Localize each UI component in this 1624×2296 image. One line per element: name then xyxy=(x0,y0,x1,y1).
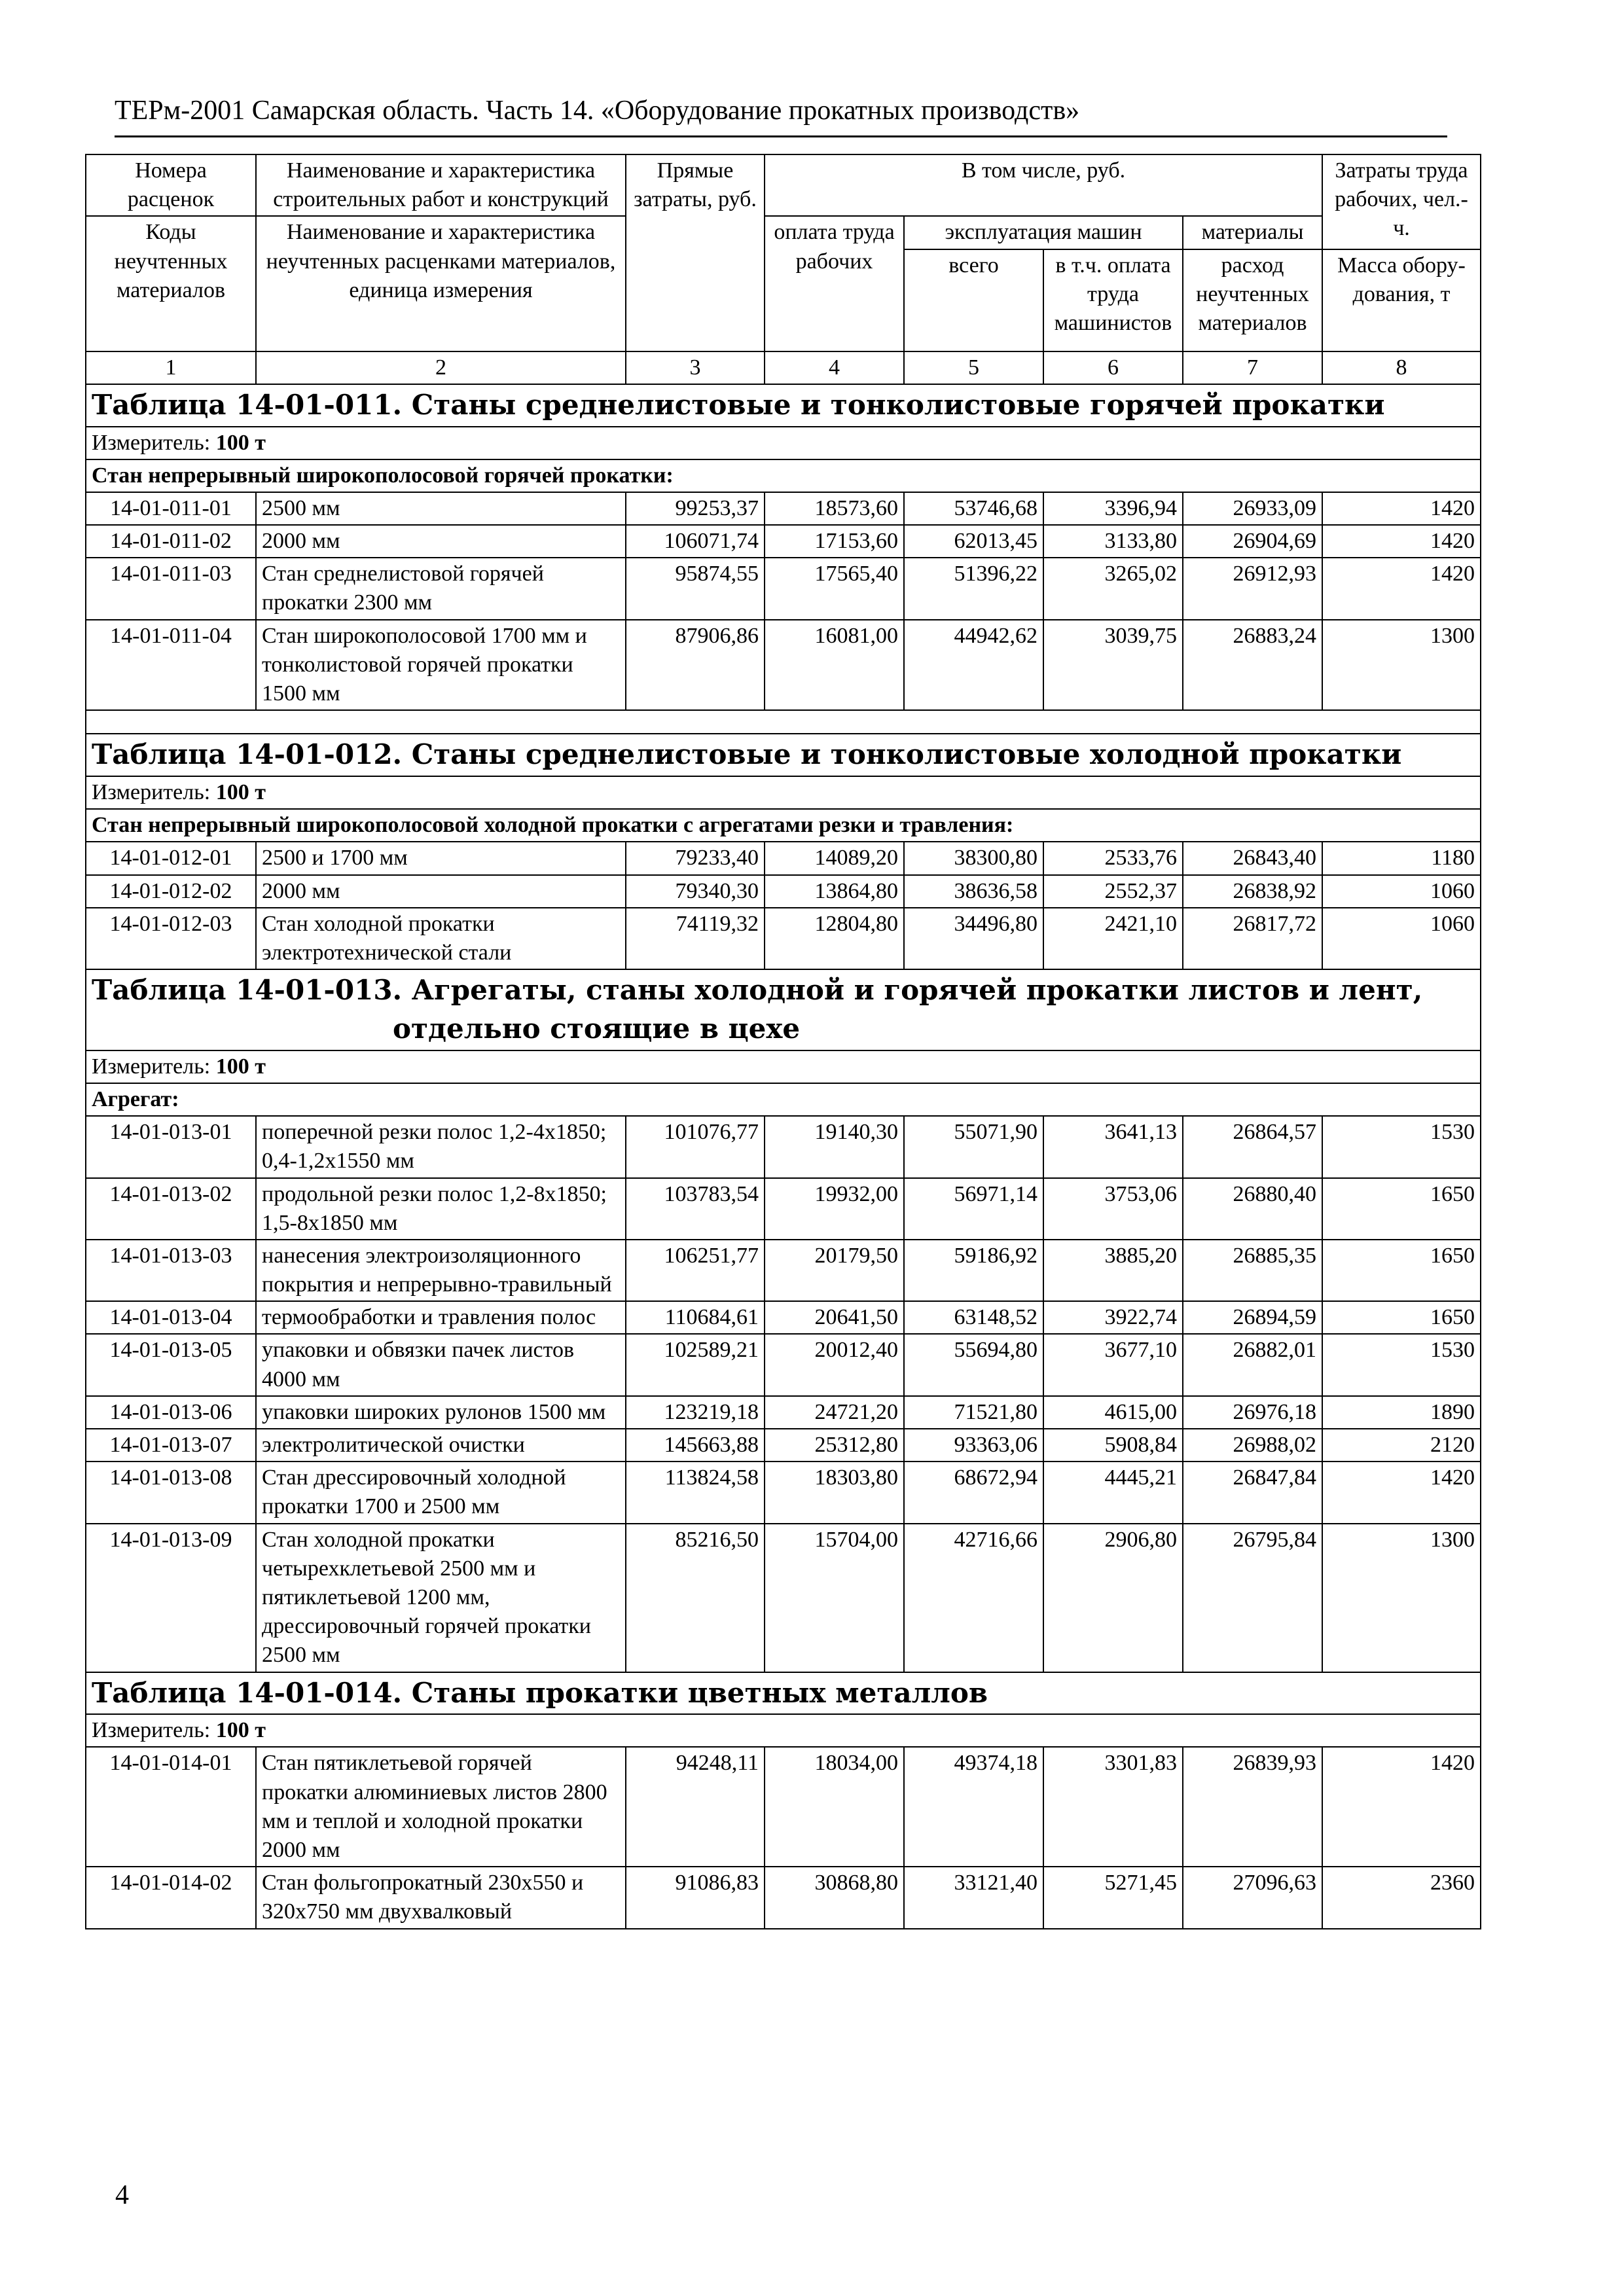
table-row xyxy=(86,1462,1481,1523)
machinist-labor-cost: 3265,02 xyxy=(1043,558,1183,619)
including-header: В том числе, руб. xyxy=(765,154,1322,216)
measure-value: 100 т xyxy=(215,780,266,805)
machine-cost: 44942,62 xyxy=(904,620,1043,711)
rate-name: 2500 мм xyxy=(256,492,626,525)
rate-code: 14-01-013-07 xyxy=(86,1429,256,1462)
labor-cost: 17565,40 xyxy=(765,558,904,619)
materials-cost: 26839,93 xyxy=(1183,1747,1322,1867)
rate-code: 14-01-011-02 xyxy=(86,525,256,558)
table-title: Таблица 14-01-013. Агрегаты, станы холодной и горячей прокатки листов и лент, xyxy=(92,974,1423,1007)
materials-cost: 26912,93 xyxy=(1183,558,1322,619)
rate-name: продольной резки полос 1,2-8х1850; 1,5-8х1850 мм xyxy=(256,1178,626,1240)
rate-code: 14-01-013-05 xyxy=(86,1334,256,1395)
materials-cost: 26882,01 xyxy=(1183,1334,1322,1395)
rate-name: нанесения электроизоляционного покрытия и непрерывно-травильный xyxy=(256,1240,626,1301)
materials-header: материалы xyxy=(1183,216,1322,249)
labor-hours: 1650 xyxy=(1322,1240,1481,1301)
column-number: 8 xyxy=(1322,351,1481,384)
group-label: Стан непрерывный широкополосовой горячей прокатки: xyxy=(86,459,1481,492)
machinist-labor-cost: 5908,84 xyxy=(1043,1429,1183,1462)
direct-cost: 99253,37 xyxy=(626,492,765,525)
column-number-row xyxy=(86,351,1481,384)
column-number: 6 xyxy=(1043,351,1183,384)
labor-cost: 20641,50 xyxy=(765,1301,904,1334)
header-row-2 xyxy=(86,216,1481,249)
rate-code: 14-01-013-06 xyxy=(86,1396,256,1429)
direct-cost: 110684,61 xyxy=(626,1301,765,1334)
direct-cost: 91086,83 xyxy=(626,1867,765,1928)
materials-cost: 26880,40 xyxy=(1183,1178,1322,1240)
materials-cost: 26988,02 xyxy=(1183,1429,1322,1462)
rate-name: Стан среднелистовой горячей прокатки 2300 мм xyxy=(256,558,626,619)
col8-header-top: Затраты труда рабочих, чел.-ч. xyxy=(1322,154,1481,249)
labor-cost: 12804,80 xyxy=(765,908,904,969)
direct-cost: 79233,40 xyxy=(626,842,765,874)
col2-header-bottom: Наименование и характеристика неучтенных расценками материалов, единица измерения xyxy=(256,216,626,351)
materials-cost: 26864,57 xyxy=(1183,1116,1322,1177)
rate-name: 2000 мм xyxy=(256,525,626,558)
table-title: Таблица 14-01-011. Станы среднелистовые и тонколистовые горячей прокатки xyxy=(92,388,1385,421)
table-title-cell xyxy=(86,384,1481,427)
col5-header: всего xyxy=(904,249,1043,351)
machine-cost: 38300,80 xyxy=(904,842,1043,874)
rate-code: 14-01-014-01 xyxy=(86,1747,256,1867)
machinist-labor-cost: 2906,80 xyxy=(1043,1524,1183,1672)
table-row xyxy=(86,1747,1481,1867)
table-title-cell xyxy=(86,734,1481,776)
materials-cost: 26838,92 xyxy=(1183,875,1322,908)
labor-hours: 1420 xyxy=(1322,558,1481,619)
column-number: 7 xyxy=(1183,351,1322,384)
rate-code: 14-01-011-01 xyxy=(86,492,256,525)
table-row xyxy=(86,525,1481,558)
column-number: 2 xyxy=(256,351,626,384)
labor-cost: 19140,30 xyxy=(765,1116,904,1177)
measure-cell xyxy=(86,427,1481,459)
table-row xyxy=(86,1178,1481,1240)
header-row-1 xyxy=(86,154,1481,216)
machine-cost: 62013,45 xyxy=(904,525,1043,558)
measure-row xyxy=(86,776,1481,809)
materials-cost: 26976,18 xyxy=(1183,1396,1322,1429)
rate-code: 14-01-012-03 xyxy=(86,908,256,969)
column-number: 1 xyxy=(86,351,256,384)
rate-name: Стан дрессировочный холодной прокатки 1700 и 2500 мм xyxy=(256,1462,626,1523)
labor-cost: 25312,80 xyxy=(765,1429,904,1462)
machines-header: эксплуатация машин xyxy=(904,216,1183,249)
rate-code: 14-01-013-09 xyxy=(86,1524,256,1672)
page-number: 4 xyxy=(115,2180,129,2210)
rate-name: поперечной резки полос 1,2-4х1850; 0,4-1,2х1550 мм xyxy=(256,1116,626,1177)
direct-cost: 106251,77 xyxy=(626,1240,765,1301)
measure-row xyxy=(86,1050,1481,1083)
machinist-labor-cost: 3039,75 xyxy=(1043,620,1183,711)
rate-code: 14-01-013-03 xyxy=(86,1240,256,1301)
measure-label: Измеритель: xyxy=(92,1054,211,1079)
machine-cost: 71521,80 xyxy=(904,1396,1043,1429)
machinist-labor-cost: 4615,00 xyxy=(1043,1396,1183,1429)
gap-cell xyxy=(86,710,1481,734)
machinist-labor-cost: 2552,37 xyxy=(1043,875,1183,908)
direct-cost: 94248,11 xyxy=(626,1747,765,1867)
direct-cost: 113824,58 xyxy=(626,1462,765,1523)
labor-hours: 1300 xyxy=(1322,1524,1481,1672)
rate-code: 14-01-011-03 xyxy=(86,558,256,619)
materials-cost: 26883,24 xyxy=(1183,620,1322,711)
direct-cost: 101076,77 xyxy=(626,1116,765,1177)
column-number: 4 xyxy=(765,351,904,384)
table-row xyxy=(86,875,1481,908)
labor-cost: 24721,20 xyxy=(765,1396,904,1429)
machine-cost: 51396,22 xyxy=(904,558,1043,619)
table-row xyxy=(86,1396,1481,1429)
machine-cost: 63148,52 xyxy=(904,1301,1043,1334)
labor-hours: 1890 xyxy=(1322,1396,1481,1429)
direct-cost: 123219,18 xyxy=(626,1396,765,1429)
labor-hours: 1650 xyxy=(1322,1301,1481,1334)
measure-row xyxy=(86,1714,1481,1747)
machine-cost: 53746,68 xyxy=(904,492,1043,525)
labor-hours: 1420 xyxy=(1322,1462,1481,1523)
measure-label: Измеритель: xyxy=(92,430,211,455)
labor-cost: 30868,80 xyxy=(765,1867,904,1928)
measure-cell xyxy=(86,1050,1481,1083)
group-row xyxy=(86,459,1481,492)
materials-cost: 26843,40 xyxy=(1183,842,1322,874)
group-row xyxy=(86,809,1481,842)
labor-hours: 2360 xyxy=(1322,1867,1481,1928)
rate-code: 14-01-013-01 xyxy=(86,1116,256,1177)
labor-cost: 19932,00 xyxy=(765,1178,904,1240)
labor-cost: 17153,60 xyxy=(765,525,904,558)
labor-hours: 1060 xyxy=(1322,875,1481,908)
materials-cost: 27096,63 xyxy=(1183,1867,1322,1928)
rate-code: 14-01-011-04 xyxy=(86,620,256,711)
labor-hours: 1180 xyxy=(1322,842,1481,874)
column-number: 5 xyxy=(904,351,1043,384)
direct-cost: 79340,30 xyxy=(626,875,765,908)
table-row xyxy=(86,1240,1481,1301)
table-row xyxy=(86,558,1481,619)
column-number: 3 xyxy=(626,351,765,384)
table-row xyxy=(86,1867,1481,1928)
labor-hours: 1300 xyxy=(1322,620,1481,711)
labor-cost: 13864,80 xyxy=(765,875,904,908)
price-table xyxy=(85,154,1481,1929)
direct-cost: 85216,50 xyxy=(626,1524,765,1672)
table-title-row xyxy=(86,1672,1481,1715)
table-row xyxy=(86,842,1481,874)
rate-code: 14-01-012-02 xyxy=(86,875,256,908)
labor-cost: 15704,00 xyxy=(765,1524,904,1672)
measure-cell xyxy=(86,1714,1481,1747)
machinist-labor-cost: 3753,06 xyxy=(1043,1178,1183,1240)
machine-cost: 93363,06 xyxy=(904,1429,1043,1462)
rate-name: 2000 мм xyxy=(256,875,626,908)
direct-cost: 106071,74 xyxy=(626,525,765,558)
machine-cost: 59186,92 xyxy=(904,1240,1043,1301)
machine-cost: 55694,80 xyxy=(904,1334,1043,1395)
rate-name: Стан холодной прокатки четырехклетьевой 2500 мм и пятиклетьевой 1200 мм, дрессировочный горячей прокатки 2500 мм xyxy=(256,1524,626,1672)
labor-cost: 18034,00 xyxy=(765,1747,904,1867)
labor-cost: 14089,20 xyxy=(765,842,904,874)
materials-cost: 26847,84 xyxy=(1183,1462,1322,1523)
machinist-labor-cost: 3641,13 xyxy=(1043,1116,1183,1177)
materials-cost: 26894,59 xyxy=(1183,1301,1322,1334)
machine-cost: 38636,58 xyxy=(904,875,1043,908)
machinist-labor-cost: 2533,76 xyxy=(1043,842,1183,874)
machinist-labor-cost: 2421,10 xyxy=(1043,908,1183,969)
direct-cost: 103783,54 xyxy=(626,1178,765,1240)
table-title-continuation: отдельно стоящие в цехе xyxy=(393,1012,801,1045)
table-row xyxy=(86,908,1481,969)
measure-row xyxy=(86,427,1481,459)
labor-hours: 1420 xyxy=(1322,492,1481,525)
col2-header-top: Наименование и характеристика строительных работ и конструкций xyxy=(256,154,626,216)
direct-cost: 95874,55 xyxy=(626,558,765,619)
labor-cost: 16081,00 xyxy=(765,620,904,711)
measure-value: 100 т xyxy=(215,1054,266,1079)
labor-hours: 2120 xyxy=(1322,1429,1481,1462)
group-label: Агрегат: xyxy=(86,1083,1481,1116)
machinist-labor-cost: 3922,74 xyxy=(1043,1301,1183,1334)
rate-name: 2500 и 1700 мм xyxy=(256,842,626,874)
rate-name: термообработки и травления полос xyxy=(256,1301,626,1334)
table-title-row xyxy=(86,734,1481,776)
group-row xyxy=(86,1083,1481,1116)
group-label: Стан непрерывный широкополосовой холодной прокатки с агрегатами резки и травления: xyxy=(86,809,1481,842)
materials-cost: 26817,72 xyxy=(1183,908,1322,969)
rate-name: электролитической очистки xyxy=(256,1429,626,1462)
table-title: Таблица 14-01-012. Станы среднелистовые и тонколистовые холодной прокатки xyxy=(92,738,1402,771)
labor-cost: 18573,60 xyxy=(765,492,904,525)
machinist-labor-cost: 3677,10 xyxy=(1043,1334,1183,1395)
materials-cost: 26885,35 xyxy=(1183,1240,1322,1301)
measure-label: Измеритель: xyxy=(92,1718,211,1743)
rate-code: 14-01-012-01 xyxy=(86,842,256,874)
table-row xyxy=(86,1334,1481,1395)
machinist-labor-cost: 3396,94 xyxy=(1043,492,1183,525)
machinist-labor-cost: 3885,20 xyxy=(1043,1240,1183,1301)
table-row xyxy=(86,1116,1481,1177)
rate-name: Стан холодной прокатки электротехнической стали xyxy=(256,908,626,969)
labor-hours: 1060 xyxy=(1322,908,1481,969)
labor-hours: 1530 xyxy=(1322,1116,1481,1177)
machine-cost: 56971,14 xyxy=(904,1178,1043,1240)
measure-value: 100 т xyxy=(215,1718,266,1743)
table-title-cell xyxy=(86,1672,1481,1715)
labor-cost: 18303,80 xyxy=(765,1462,904,1523)
machine-cost: 68672,94 xyxy=(904,1462,1043,1523)
col1-header-top: Номера расценок xyxy=(86,154,256,216)
materials-cost: 26904,69 xyxy=(1183,525,1322,558)
col4-header: оплата труда рабочих xyxy=(765,216,904,351)
table-title-row xyxy=(86,384,1481,427)
machine-cost: 49374,18 xyxy=(904,1747,1043,1867)
col6-header: в т.ч. оплата труда машинистов xyxy=(1043,249,1183,351)
table-row xyxy=(86,492,1481,525)
table-row xyxy=(86,1524,1481,1672)
labor-hours: 1420 xyxy=(1322,525,1481,558)
rate-code: 14-01-014-02 xyxy=(86,1867,256,1928)
machine-cost: 55071,90 xyxy=(904,1116,1043,1177)
labor-cost: 20179,50 xyxy=(765,1240,904,1301)
col1-header-bottom: Коды неучтенных материалов xyxy=(86,216,256,351)
measure-label: Измеритель: xyxy=(92,780,211,805)
machine-cost: 33121,40 xyxy=(904,1867,1043,1928)
col8-header-bottom: Масса обору-дования, т xyxy=(1322,249,1481,351)
col3-header: Прямые затраты, руб. xyxy=(626,154,765,351)
running-header: ТЕРм-2001 Самарская область. Часть 14. «Оборудование прокатных производств» xyxy=(115,95,1447,137)
materials-cost: 26795,84 xyxy=(1183,1524,1322,1672)
machinist-labor-cost: 5271,45 xyxy=(1043,1867,1183,1928)
labor-hours: 1420 xyxy=(1322,1747,1481,1867)
materials-cost: 26933,09 xyxy=(1183,492,1322,525)
labor-hours: 1650 xyxy=(1322,1178,1481,1240)
col7-header: расход неучтенных материалов xyxy=(1183,249,1322,351)
measure-value: 100 т xyxy=(215,430,266,455)
table-gap xyxy=(86,710,1481,734)
rate-code: 14-01-013-02 xyxy=(86,1178,256,1240)
table-title-row xyxy=(86,969,1481,1050)
machine-cost: 34496,80 xyxy=(904,908,1043,969)
table-title: Таблица 14-01-014. Станы прокатки цветных металлов xyxy=(92,1676,988,1709)
rate-name: Стан пятиклетьевой горячей прокатки алюминиевых листов 2800 мм и теплой и холодной прокатки 2000 мм xyxy=(256,1747,626,1867)
rate-code: 14-01-013-08 xyxy=(86,1462,256,1523)
direct-cost: 102589,21 xyxy=(626,1334,765,1395)
machinist-labor-cost: 3301,83 xyxy=(1043,1747,1183,1867)
table-row xyxy=(86,1301,1481,1334)
direct-cost: 145663,88 xyxy=(626,1429,765,1462)
measure-cell xyxy=(86,776,1481,809)
direct-cost: 74119,32 xyxy=(626,908,765,969)
rate-name: Стан фольгопрокатный 230х550 и 320х750 мм двухвалковый xyxy=(256,1867,626,1928)
rate-name: Стан широкополосовой 1700 мм и тонколистовой горячей прокатки 1500 мм xyxy=(256,620,626,711)
table-title-cell xyxy=(86,969,1481,1050)
machinist-labor-cost: 4445,21 xyxy=(1043,1462,1183,1523)
rate-code: 14-01-013-04 xyxy=(86,1301,256,1334)
labor-cost: 20012,40 xyxy=(765,1334,904,1395)
labor-hours: 1530 xyxy=(1322,1334,1481,1395)
rate-name: упаковки широких рулонов 1500 мм xyxy=(256,1396,626,1429)
rate-name: упаковки и обвязки пачек листов 4000 мм xyxy=(256,1334,626,1395)
table-row xyxy=(86,620,1481,711)
machinist-labor-cost: 3133,80 xyxy=(1043,525,1183,558)
machine-cost: 42716,66 xyxy=(904,1524,1043,1672)
table-row xyxy=(86,1429,1481,1462)
direct-cost: 87906,86 xyxy=(626,620,765,711)
